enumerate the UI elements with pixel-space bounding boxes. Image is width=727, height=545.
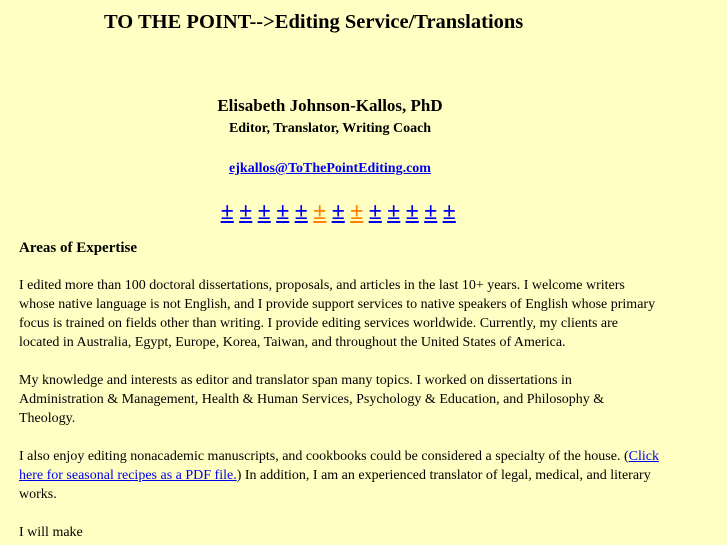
- paragraph-experience: I edited more than 100 doctoral dissertations, proposals, and articles in the last 10+ years. I welcome writers whose native language is not English, and I provide support services to native speakers of English whose primary focus is trained on fields other than writing. I provide editing services worldwide. Currently, my clients are located in Australia, Egypt, Europe, Korea, Taiwan, and throughout the United States of America.: [19, 278, 656, 350]
- symbol-link[interactable]: ±: [220, 199, 234, 225]
- symbol-link[interactable]: ±: [424, 199, 438, 225]
- symbol-link-active[interactable]: ±: [350, 199, 364, 225]
- symbol-link[interactable]: ±: [387, 199, 401, 225]
- symbol-link[interactable]: ±: [405, 199, 419, 225]
- site-title: TO THE POINT-->Editing Service/Translations: [104, 11, 524, 33]
- paragraph-text: ) In addition, I am an experienced translator of legal, medical, and literary works.: [19, 468, 651, 502]
- symbol-link[interactable]: ±: [442, 199, 456, 225]
- email-link[interactable]: ejkallos@ToThePointEditing.com: [229, 161, 431, 176]
- symbol-link-row: [218, 198, 459, 226]
- symbol-link[interactable]: ±: [368, 199, 382, 225]
- symbol-link[interactable]: ±: [239, 199, 253, 225]
- paragraph-topics: My knowledge and interests as editor and translator span many topics. I worked on dissertations in Administration & Management, Health & Human Services, Psychology & Education, and Philosophy & Theology.: [19, 373, 605, 426]
- paragraph-nonacademic: [19, 447, 659, 504]
- section-heading: Areas of Expertise: [19, 240, 138, 256]
- paragraph-text: I also enjoy editing nonacademic manuscripts, and cookbooks could be considered a specialty of the house. (: [19, 449, 629, 464]
- symbol-link[interactable]: ±: [294, 199, 308, 225]
- symbol-link-active[interactable]: ±: [313, 199, 327, 225]
- symbol-link[interactable]: ±: [276, 199, 290, 225]
- author-email-block: [160, 159, 500, 179]
- author-role: Editor, Translator, Writing Coach: [228, 121, 432, 136]
- paragraph-closing: I will make: [19, 525, 83, 540]
- symbol-link[interactable]: ±: [257, 199, 271, 225]
- recipes-pdf-link[interactable]: Click here for seasonal recipes as a PDF file.: [19, 449, 659, 483]
- author-name: Elisabeth Johnson-Kallos, PhD: [217, 96, 443, 115]
- symbol-link[interactable]: ±: [331, 199, 345, 225]
